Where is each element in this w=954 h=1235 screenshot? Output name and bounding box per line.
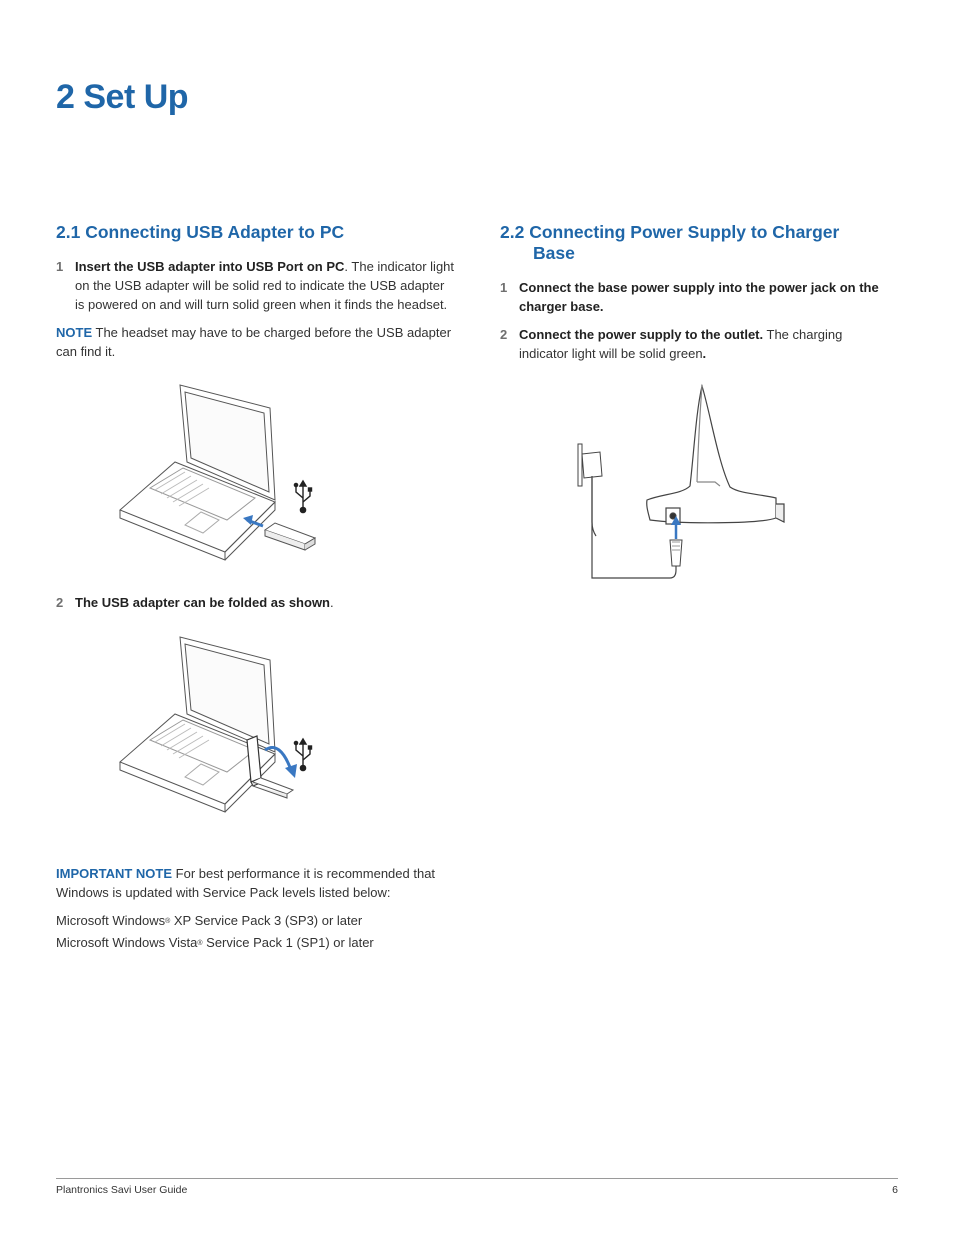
section-power-supply — [500, 222, 895, 372]
footer-divider — [56, 1178, 898, 1179]
usb-adapter-illustration — [265, 523, 315, 550]
step-bold-text: Insert the USB adapter into USB Port on PC — [75, 259, 345, 274]
step-1 — [500, 278, 895, 316]
note — [56, 323, 456, 361]
sp-line-text: XP Service Pack 3 (SP3) or later — [170, 913, 363, 928]
important-note-tag: IMPORTANT NOTE — [56, 866, 173, 881]
note-tag: NOTE — [56, 325, 93, 340]
charger-power-figure — [570, 382, 785, 584]
step-text: . The indicator light on the USB adapter will be solid red to indicate the USB adapter is powered on and will turn solid green when it finds the headset. — [75, 259, 455, 312]
important-note — [56, 864, 456, 902]
section-heading: 2.1 Connecting USB Adapter to PC — [56, 222, 345, 242]
footer-title: Plantronics Savi User Guide — [56, 1184, 188, 1196]
sp-line-text: Microsoft Windows Vista — [56, 935, 198, 950]
page-title: 2 Set Up — [56, 78, 189, 116]
laptop-illustration — [120, 385, 275, 560]
laptop-usb-insert-figure — [115, 380, 325, 562]
step-bold-text: The USB adapter can be folded as shown — [75, 595, 330, 610]
sp-line-text: Service Pack 1 (SP1) or later — [202, 935, 374, 950]
section-heading-line: 2.2 Connecting Power Supply to Charger — [500, 222, 840, 242]
step-number: 2 — [56, 595, 64, 610]
important-note-block — [56, 864, 456, 952]
step-1 — [56, 257, 456, 314]
step-trailing-period: . — [702, 346, 707, 361]
step-number: 2 — [500, 327, 508, 342]
sp-line-text: Microsoft Windows — [56, 913, 166, 928]
step-text: . — [330, 595, 334, 610]
registered-mark: ® — [197, 940, 203, 947]
step-number: 1 — [56, 259, 64, 274]
section-usb-adapter — [56, 222, 456, 361]
step-text: The charging indicator light will be solid green — [519, 327, 843, 361]
step-2 — [56, 593, 475, 612]
section-heading — [500, 222, 895, 264]
important-note-text: For best performance it is recommended that Windows is updated with Service Pack levels listed below: — [56, 866, 436, 900]
charger-base-illustration — [647, 386, 784, 524]
step-bold-text: Connect the base power supply into the power jack on the charger base. — [519, 280, 879, 314]
step-2 — [500, 325, 895, 363]
service-pack-line — [56, 911, 456, 930]
step-bold-text: Connect the power supply to the outlet. — [519, 327, 764, 342]
fold-arrowhead — [285, 764, 297, 778]
usb-symbol-icon — [294, 739, 311, 771]
usb-symbol-icon — [294, 481, 311, 513]
service-pack-line — [56, 933, 456, 952]
laptop-usb-folded-figure — [115, 632, 325, 814]
page-number: 6 — [892, 1184, 898, 1196]
section-heading-line: Base — [533, 243, 575, 263]
note-text: The headset may have to be charged before the USB adapter can find it. — [56, 325, 452, 359]
laptop-illustration — [120, 637, 275, 812]
registered-mark: ® — [165, 918, 171, 925]
step-number: 1 — [500, 280, 508, 295]
